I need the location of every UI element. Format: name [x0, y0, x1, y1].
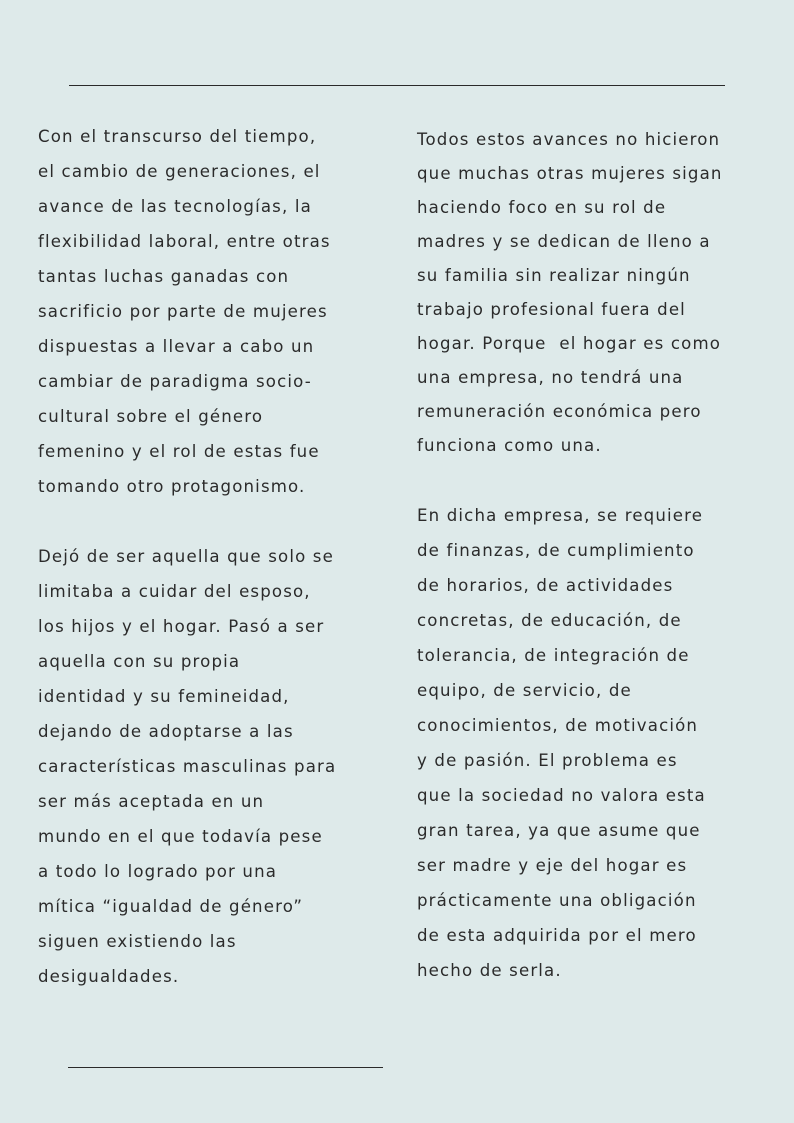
text-line: su familia sin realizar ningún — [417, 266, 691, 285]
text-line: y de pasión. El problema es — [417, 751, 678, 770]
text-line: gran tarea, ya que asume que — [417, 821, 701, 840]
text-line: madres y se dedican de lleno a — [417, 232, 711, 251]
text-line: a todo lo logrado por una — [38, 862, 278, 881]
text-line: de esta adquirida por el mero — [417, 926, 697, 945]
text-line: dispuestas a llevar a cabo un — [38, 337, 315, 356]
text-line: cultural sobre el género — [38, 407, 264, 426]
text-line: hogar. Porque el hogar es como — [417, 334, 722, 353]
text-line: trabajo profesional fuera del — [417, 300, 686, 319]
text-line: Todos estos avances no hicieron — [417, 130, 721, 149]
text-line: tolerancia, de integración de — [417, 646, 690, 665]
text-line: aquella con su propia — [38, 652, 241, 671]
text-line: limitaba a cuidar del esposo, — [38, 582, 311, 601]
text-line: avance de las tecnologías, la — [38, 197, 312, 216]
bottom-divider — [68, 1067, 383, 1068]
text-line: dejando de adoptarse a las — [38, 722, 294, 741]
text-line: siguen existiendo las — [38, 932, 237, 951]
text-line: tomando otro protagonismo. — [38, 477, 306, 496]
text-line: identidad y su femineidad, — [38, 687, 290, 706]
text-line: femenino y el rol de estas fue — [38, 442, 320, 461]
text-line: En dicha empresa, se requiere — [417, 506, 704, 525]
text-line: los hijos y el hogar. Pasó a ser — [38, 617, 325, 636]
text-line: desigualdades. — [38, 967, 180, 986]
text-line: de horarios, de actividades — [417, 576, 674, 595]
text-line: que muchas otras mujeres sigan — [417, 164, 723, 183]
text-line: conocimientos, de motivación — [417, 716, 699, 735]
right-paragraph-1 — [417, 123, 747, 463]
text-line: mítica “igualdad de género” — [38, 897, 304, 916]
text-line: flexibilidad laboral, entre otras — [38, 232, 331, 251]
text-line: el cambio de generaciones, el — [38, 162, 321, 181]
text-line: características masculinas para — [38, 757, 337, 776]
right-column — [417, 123, 747, 988]
left-paragraph-2 — [38, 539, 368, 994]
text-line: Con el transcurso del tiempo, — [38, 127, 317, 146]
text-line: prácticamente una obligación — [417, 891, 697, 910]
text-line: una empresa, no tendrá una — [417, 368, 684, 387]
left-paragraph-1 — [38, 119, 368, 504]
text-line: haciendo foco en su rol de — [417, 198, 667, 217]
text-line: hecho de serla. — [417, 961, 562, 980]
text-line: ser más aceptada en un — [38, 792, 265, 811]
text-line: que la sociedad no valora esta — [417, 786, 706, 805]
right-paragraph-2 — [417, 498, 747, 988]
text-line: mundo en el que todavía pese — [38, 827, 323, 846]
text-line: de finanzas, de cumplimiento — [417, 541, 695, 560]
text-line: equipo, de servicio, de — [417, 681, 632, 700]
text-line: remuneración económica pero — [417, 402, 702, 421]
text-line: funciona como una. — [417, 436, 602, 455]
text-line: concretas, de educación, de — [417, 611, 682, 630]
top-divider — [69, 85, 725, 86]
text-line: Dejó de ser aquella que solo se — [38, 547, 334, 566]
text-line: ser madre y eje del hogar es — [417, 856, 688, 875]
text-line: cambiar de paradigma socio- — [38, 372, 312, 391]
text-line: tantas luchas ganadas con — [38, 267, 290, 286]
left-column — [38, 119, 368, 994]
text-line: sacrificio por parte de mujeres — [38, 302, 328, 321]
